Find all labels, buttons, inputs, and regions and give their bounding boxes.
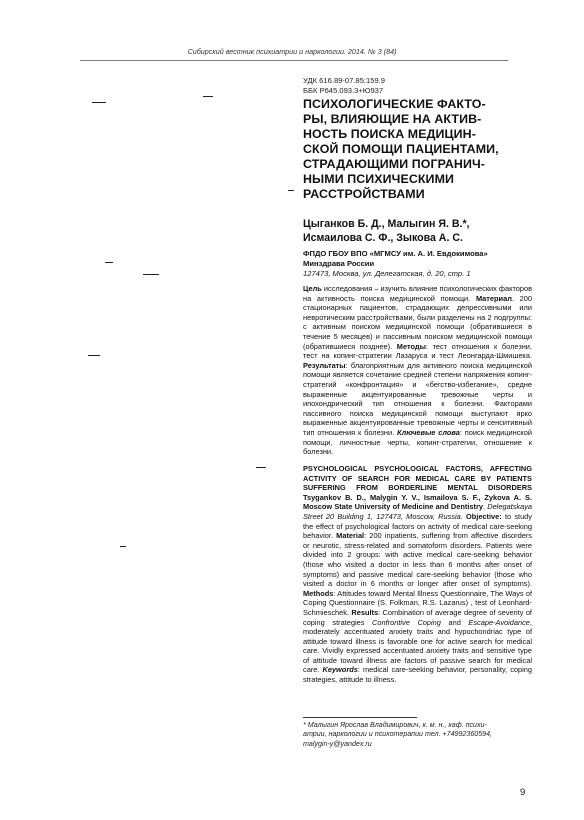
margin-mark [288, 190, 294, 191]
abstract-run: , moderately accentuated anxiety traits and hypochondriac type of attitude toward illness is favorable one for active search for medical care. Vividly expressed accentuated anxiety traits and sensitive type of attitude toward illness are factors of passive search for medical care. [303, 617, 532, 675]
footnote [303, 721, 532, 749]
margin-mark [143, 274, 159, 275]
abstract-run: to study the effect of psychological factors on activity of medical care-seeking behavior. [303, 511, 532, 541]
affiliation-address: 127473, Москва, ул. Делегатская, д. 20, стр. 1 [303, 269, 471, 278]
affiliation-org: ФПДО ГБОУ ВПО «МГМСУ им. А. И. Евдокимова» [303, 249, 488, 258]
abstract-run: Confrontive Coping [372, 617, 441, 627]
margin-mark [203, 96, 213, 97]
running-head: Сибирский вестник психиатрии и наркологии. 2014. № 3 (84) [187, 47, 397, 56]
title-line: ПСИХОЛОГИЧЕСКИЕ ФАКТО- [303, 97, 486, 111]
title-line: СТРАДАЮЩИМИ ПОГРАНИЧ- [303, 157, 486, 171]
abstract-run: and [440, 617, 469, 627]
article-title [303, 97, 533, 202]
abstract-run: : 200 inpatients, suffering from affective disorders or neurotic, stress-related and somatoform disorders. Patients were divided into 2 groups: with active medical care-seeking behavior (those who visited a doctor in less than 6 months after onset of symptoms) and passive medical care-seeking behavior (those who visited a doctor in 6 months or longer after onset of symptoms). [303, 531, 532, 589]
title-line: СКОЙ ПОМОЩИ ПАЦИЕНТАМИ, [303, 142, 499, 156]
margin-mark [105, 262, 113, 263]
abstract-run: PSYCHOLOGICAL PSYCHOLOGICAL FACTORS, AFFECTING ACTIVITY OF SEARCH FOR MEDICAL CARE BY PATIENTS SUFFERING FROM BORDERLINE MENTAL DISORDERS Tsygankov B. D., Malygin Y. V., Ismailova S. F., Zykova A. S. Moscow State University of Medicine and Dentistry [303, 464, 532, 512]
title-line: РАССТРОЙСТВАМИ [303, 187, 425, 201]
abstract-run: Результаты [303, 360, 346, 370]
abstract-run: : Combination of average degree of severity of coping strategies [303, 607, 532, 627]
abstract-run: Methods [303, 588, 334, 598]
authors-line: Исмаилова С. Ф., Зыкова А. С. [303, 231, 463, 244]
abstract-run: Material [336, 531, 365, 541]
abstract-run: : medical care-seeking behavior, personality, coping strategies, attitude to illness. [303, 665, 532, 685]
footnote-line: атрии, наркологии и психотерапии тел. +74992360594, [303, 730, 493, 739]
margin-mark [92, 102, 106, 103]
margin-mark [88, 355, 100, 356]
udc-code: УДК 616.89-07.85:159.9 [303, 76, 386, 85]
abstract-run: . 200 стационарных пациентов, страдающих депрессивными или невротическим расстройствами, были разделены на 2 подгруппы: с активным поиском медицинской помощи (обратившиеся в течение 5 месяцев) и пассивным поиском медицинской помощи (обратившиеся позднее). [303, 293, 532, 351]
abstract-run: Методы [396, 341, 426, 351]
abstract-run: : благоприятным для активного поиска медицинской помощи является сочетание средней степени напряжения копинг-стратегий «конфронтация» и «бегство-избегание», средне выраженные акцентуированные тревожные черты и ипохондрический тип отношения к болезни. Факторами пассивного поиска медицинской помощи выступают ярко выраженные акцентуированные тревожные черты и сенситивный тип отношения к болезни. [303, 360, 532, 437]
abstract-run: Цель [303, 284, 322, 293]
bbk-code: ББК Р645.093.3+Ю937 [303, 86, 384, 95]
title-line: РЫ, ВЛИЯЮЩИЕ НА АКТИВ- [303, 112, 482, 126]
margin-mark [256, 467, 266, 468]
abstract-run: : Attitudes toward Mental Illness Questionnaire, The Ways of Coping Questionnaire (S. Folkman, R.S. Lazarus) , test of Leonhard-Schmieschek. [303, 588, 532, 617]
abstract-run: исследования – изучить влияние психологических факторов на активность поиска медицинской помощи. [303, 284, 532, 303]
footnote-line: malygin-y@yandex.ru [303, 739, 372, 748]
abstract-run: Материал [475, 293, 512, 303]
authors-line: Цыганков Б. Д., Малыгин Я. В.*, [303, 218, 470, 230]
abstract-run: Escape-Avoidance [468, 617, 530, 627]
abstract-run: Ключевые слова [397, 427, 460, 437]
abstract-run: Keywords [322, 665, 358, 675]
footnote-line: * Малыгин Ярослав Владимирович, к. м. н., каф. психи- [303, 721, 487, 729]
abstract-ru [303, 284, 532, 457]
authors [303, 218, 533, 245]
abstract-run: Delegatskaya Street 20 Building 1, 127473, Moscow, Russia. [303, 502, 533, 521]
footnote-rule [303, 717, 417, 718]
abstract-run: Results [351, 607, 379, 617]
page-number: 9 [520, 787, 526, 798]
margin-mark [120, 546, 126, 547]
abstract-en [303, 464, 532, 685]
abstract-run: : поиск медицинской помощи, личностные черты, копинг-стратегии, отношение к болезни. [303, 427, 532, 457]
title-line: НОСТЬ ПОИСКА МЕДИЦИН- [303, 127, 476, 141]
header-rule [80, 60, 508, 61]
title-line: НЫМИ ПСИХИЧЕСКИМИ [303, 172, 454, 186]
affiliation [303, 249, 533, 279]
abstract-run: . [482, 502, 488, 512]
affiliation-org: Минздрава России [303, 259, 375, 268]
abstract-run: Objective: [466, 511, 502, 521]
abstract-run: : тест отношения к болезни, тест на копинг-стратегии Лазаруса и тест Леонгарда-Шмишека. [303, 341, 532, 361]
